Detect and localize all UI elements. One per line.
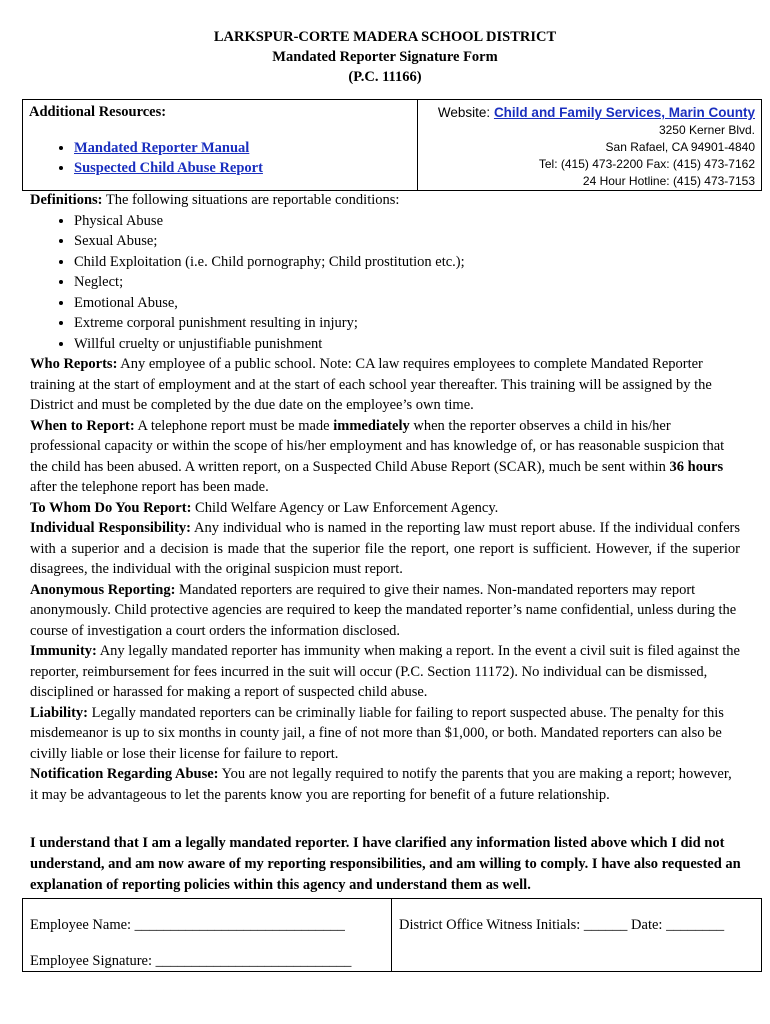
child-family-services-link[interactable]: Child and Family Services, Marin County xyxy=(493,105,755,120)
list-item: • Sexual Abuse; xyxy=(74,231,740,252)
form-title: Mandated Reporter Signature Form xyxy=(272,49,498,65)
when-to-report-section xyxy=(30,416,740,498)
resources-box xyxy=(22,99,762,191)
to-whom-text: Child Welfare Agency or Law Enforcement Agency. xyxy=(191,499,499,516)
when-to-report-label: When to Report: xyxy=(30,417,135,434)
anonymous-reporting-text: Mandated reporters are required to give their names. Non-mandated reporters may report anonymously. Child protective agencies are required to keep the mandated reporter’s name confidential, unless during the course of investigation a court orders the information disclosed. xyxy=(30,581,737,639)
anonymous-reporting-section xyxy=(30,580,740,642)
website-label: Website: xyxy=(437,105,494,120)
address-line-2: San Rafael, CA 94901-4840 xyxy=(605,140,755,154)
resource-link-list xyxy=(23,138,263,178)
when-emphasis-hours: 36 hours xyxy=(669,458,724,475)
website-line xyxy=(418,103,755,122)
employee-signature-panel xyxy=(23,899,392,971)
when-text-1: A telephone report must be made xyxy=(134,417,334,434)
to-whom-label: To Whom Do You Report: xyxy=(30,499,192,516)
notification-text: You are not legally required to notify the parents that you are making a report; however, it may be advantageous to let the parents know you are reporting for benefit of a future relationship. xyxy=(30,766,732,803)
contact-panel xyxy=(418,100,761,190)
immunity-label: Immunity: xyxy=(30,643,97,659)
when-text-2: when the reporter observes a child in his/her professional capacity or within the scope of his/her employment and has knowledge of, or has reasonable suspicion that the child has been abused. A written report, on a Suspected Child Abuse Report (SCAR), much be sent within xyxy=(30,417,725,475)
hotline: 24 Hour Hotline: (415) 473-7153 xyxy=(582,174,755,188)
definitions-intro: The following situations are reportable conditions: xyxy=(102,192,400,208)
who-reports-text: Any employee of a public school. Note: CA law requires employees to complete Mandated Reporter training at the start of employment and at the start of each school year thereafter. This training will be assigned by the District and must be completed by the due date on the employee’s own time. xyxy=(30,356,712,413)
list-item: • Child Exploitation (i.e. Child pornography; Child prostitution etc.); xyxy=(74,252,740,273)
employee-name-field[interactable]: Employee Name: _____________________________ xyxy=(30,917,345,933)
district-name: LARKSPUR-CORTE MADERA SCHOOL DISTRICT xyxy=(213,29,557,45)
form-body xyxy=(30,190,740,805)
employee-signature-field[interactable]: Employee Signature: ___________________________ xyxy=(30,953,352,969)
list-item: • Willful cruelty or unjustifiable punishment xyxy=(74,334,740,355)
who-reports-section xyxy=(30,354,740,416)
suspected-child-abuse-report-link[interactable]: • Suspected Child Abuse Report xyxy=(74,158,263,178)
address-line-1: 3250 Kerner Blvd. xyxy=(658,123,755,137)
mandated-reporter-manual-link[interactable]: • Mandated Reporter Manual xyxy=(74,138,263,158)
anonymous-reporting-label: Anonymous Reporting: xyxy=(30,581,176,598)
list-item: • Emotional Abuse, xyxy=(74,293,740,314)
notification-section xyxy=(30,764,740,805)
resources-panel xyxy=(23,100,418,190)
definitions-section xyxy=(30,190,740,211)
when-text-3: after the telephone report has been made. xyxy=(30,479,269,495)
acknowledgement-statement: I understand that I am a legally mandated reporter. I have clarified any information listed above which I did not understand, and am now aware of my reporting responsibilities, and am willing to comply. I have also requested an explanation of reporting policies within this agency and understand them as well. xyxy=(30,835,741,893)
phone-fax: Tel: (415) 473-2200 Fax: (415) 473-7162 xyxy=(538,157,755,171)
notification-label: Notification Regarding Abuse: xyxy=(30,766,219,782)
list-item: • Extreme corporal punishment resulting in injury; xyxy=(74,313,740,334)
form-header xyxy=(0,27,770,87)
individual-responsibility-label: Individual Responsibility: xyxy=(30,520,191,536)
individual-responsibility-section xyxy=(30,518,740,580)
witness-initials-date-field[interactable]: District Office Witness Initials: ______ Date: ________ xyxy=(399,917,725,933)
when-emphasis-immediately: immediately xyxy=(333,417,410,434)
signature-box xyxy=(22,898,762,972)
immunity-text: Any legally mandated reporter has immunity when making a report. In the event a civil suit is filed against the reporter, reimbursement for fees incurred in the suit will occur (P.C. Section 11172). No individual can be dismissed, disciplined or harassed for making a report of suspected child abuse. xyxy=(30,643,740,700)
reportable-conditions-list xyxy=(30,211,740,355)
list-item: • Neglect; xyxy=(74,272,740,293)
who-reports-label: Who Reports: xyxy=(30,356,118,372)
individual-responsibility-text: Any individual who is named in the reporting law must report abuse. If the individual confers with a superior and a decision is made that the superior file the report, one report is sufficient. However, if the superior disagrees, the individual with the original suspicion must report. xyxy=(30,520,740,577)
liability-label: Liability: xyxy=(30,704,89,721)
penal-code: (P.C. 11166) xyxy=(348,69,422,85)
immunity-section xyxy=(30,641,740,703)
definitions-label: Definitions: xyxy=(30,192,103,208)
to-whom-section xyxy=(30,498,740,519)
resources-title: Additional Resources: xyxy=(29,104,167,120)
liability-section xyxy=(30,703,740,765)
list-item: • Physical Abuse xyxy=(74,211,740,232)
liability-text: Legally mandated reporters can be criminally liable for failing to report suspected abuse. The penalty for this misdemeanor is up to six months in county jail, a fine of not more than $1,000, or both. Mandated reporters can also be civilly liable or lose their license for failure to report. xyxy=(30,704,724,762)
